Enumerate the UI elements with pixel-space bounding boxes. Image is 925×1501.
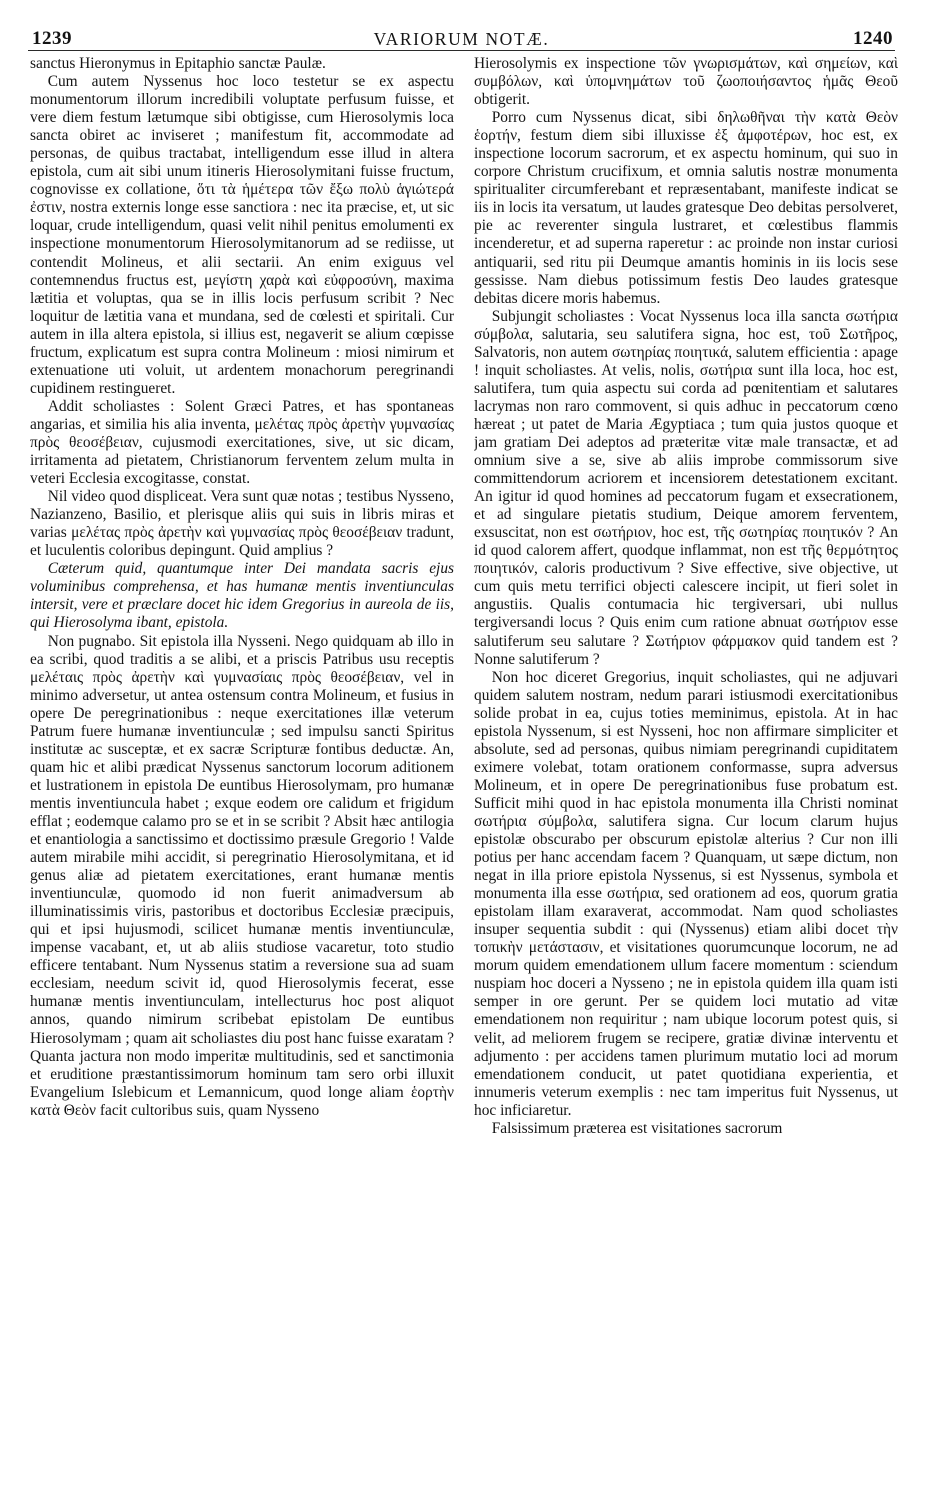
paragraph: Subjungit scholiastes : Vocat Nyssenus loca illa sancta σωτήρια σύμβολα, salutaria, seu salutifera signa, hoc est, τοῦ Σωτῆρος, Salvatoris, non autem σωτηρίας ποιητικά, salutem efficientia : apage ! inquit scholiastes. At velis, nolis, σωτήρια sunt illa loca, hoc est, salutifera, tum quia aspectu sui corda ad pœnitentiam et salutares lacrymas non raro commovent, si quis adhuc in peccatorum cœno hæreat ; ut patet de Maria Ægyptiaca ; tum quia justos quoque et jam gratiam Dei adeptos ad præteritæ vitæ male transactæ, et ad omnium sive a se, sive ab aliis improbe commissorum sive committendorum acriorem et incensiorem detestationem excitant. An igitur id quod homines ad peccatorum fugam et exsecrationem, et ad singulare pietatis studium, Deique amorem ferventem, exsuscitat, non est σωτήριον, hoc est, τῆς σωτηρίας ποιητικόν ? An id quod calorem affert, quodque inflammat, non est τῆς θερμότητος ποιητικόν, caloris productivum ? Sive effective, sive objective, ut cum quis metu terrifici objecti calescere incipit, ut fieri solet in angustiis. Qualis contumacia hic tergiversari, ubi nullus tergiversandi locus ? Quis enim cum ratione abnuat σωτήριον esse salutiferum seu salutare ? Σωτήριον φάρμακον quid tandem est ? Nonne salutiferum ? bbox=[474, 307, 898, 668]
paragraph: Non hoc diceret Gregorius, inquit scholiastes, qui ne adjuvari quidem salutem nostram, nedum parari istiusmodi exercitationibus solide probat in ea, cujus toties meminimus, epistola. At in hac epistola Nyssenum, si est Nysseni, hoc non affirmare simpliciter et absolute, sed ad personas, quibus nimiam peregrinandi cupiditatem eximere volebat, totam orationem conformasse, supra adversus Molineum, et in opere De peregrinationibus fuse probatum est. Sufficit mihi quod in hac epistola monumenta illa Christi nominat σωτήρια σύμβολα, salutifera signa. Cur locum clarum hujus epistolæ obscurabo per obscurum epistolæ alterius ? Cur non illi potius per hanc accendam facem ? Quanquam, ut sæpe dictum, non negat in illa priore epistola Nyssenus, si est Nyssenus, symbola et monumenta illa esse σωτήρια, sed orationem ad eos, quorum gratia epistolam illam exaraverat, accommodat. Nam quod scholiastes insuper sequentia subdit : qui (Nyssenus) etiam alibi docet τὴν τοπικὴν μετάστασιν, et visitationes quorumcunque locorum, ne ad morum quidem emendationem ullum facere momentum : sciendum nuspiam hoc doceri a Nysseno ; ne in epistola quidem illa quam isti semper in ore gerunt. Per se quidem loci mutatio ad vitæ emendationem non requiritur ; nam ubique locorum potest quis, si velit, ad meliorem frugem se recipere, gratiæ divinæ interventu et adjumento : per accidens tamen plurimum mutatio loci ad morum emendationem conducit, ut patet quotidiana experientia, et innumeris veterum exemplis : nec tam imperitus fuit Nyssenus, ut hoc inficiaretur. bbox=[474, 668, 898, 1119]
paragraph: sanctus Hieronymus in Epitaphio sanctæ Paulæ. bbox=[30, 55, 326, 72]
paragraph: Porro cum Nyssenus dicat, sibi δηλωθῆναι τὴν κατὰ Θεὸν ἑορτήν, festum diem sibi illuxisse ἐξ ἀμφοτέρων, hoc est, ex inspectione locorum sacrorum, et ex aspectu hominum, qui suo in corpore Christum crucifixum, et omnia salutis nostræ monumenta spiritualiter circumferebant et repræsentabant, manifeste indicat se iis in locis ita versatum, ut laudes gratesque Deo debitas persolveret, pie ac reverenter singula lustraret, et cœlestibus flammis incenderetur, et ad superna raperetur : ac proinde non instar curiosi antiquarii, sed ritu pii Deumque amantis hominis in iis locis sese gessisse. Nam diebus potissimum festis Deo laudes gratesque debitas dicere moris habemus. bbox=[474, 109, 898, 307]
right-column bbox=[474, 55, 898, 1495]
paragraph: Non pugnabo. Sit epistola illa Nysseni. Nego quidquam ab illo in ea scribi, quod traditis a se alibi, et a priscis Patribus usu receptis μελέταις πρὸς ἀρετὴν καὶ γυμνασίαις πρὸς θεοσέβειαν, vel in minimo adversetur, ut antea ostensum contra Molineum, et fusius in opere De peregrinationibus : neque exercitationes illæ veterum Patrum fuere humanæ inventiunculæ ; sed impulsu sancti Spiritus institutæ ac susceptæ, et ex sacræ Scripturæ fontibus deductæ. An, quam hic et alibi prædicat Nyssenus sanctorum locorum aditionem et lustrationem in epistola De euntibus Hierosolymam, pro humanæ mentis inventiuncula habet ; exque eodem ore calidum et frigidum efflat ; eodemque calamo pro se et in se scribit ? Absit hæc antilogia et enantiologia a sanctissimo et doctissimo præsule Gregorio ! Valde autem mirabile mihi accidit, si peregrinatio Hierosolymitana, et id genus aliæ ad pietatem exercitationes, erant humanæ mentis inventiunculæ, quomodo id non fuerit animadversum ab illuminatissimis viris, pastoribus et doctoribus Ecclesiæ præcipuis, qui et ipsi hujusmodi, scilicet humanæ mentis inventiunculæ, impense vacabant, et, ut ab aliis studiose vacaretur, toto studio efficere tentabant. Num Nyssenus statim a reversione sua ad suam ecclesiam, needum scivit id, quod Hierosolymis fecerat, esse humanæ mentis inventiunculam, intellecturus hoc post aliquot annos, quando nimirum scribebat epistolam De euntibus Hierosolymam ; quam ait scholiastes diu post hanc fuisse exaratam ? Quanta jactura non modo imperitæ multitudinis, sed et sanctimonia et eruditione præstantissimorum hominum tam sero orbi illuxit Evangelium Islebicum et Lemannicum, quod longe aliam ἑορτὴν κατὰ Θεὸν facit cultoribus suis, quam Nysseno bbox=[30, 632, 454, 1119]
quoted-paragraph: Cæterum quid, quantumque inter Dei mandata sacris ejus voluminibus comprehensa, et has humanæ mentis inventiunculas intersit, vere et præclare docet hic idem Gregorius in aureola de iis, qui Hierosolyma ibant, epistola. bbox=[30, 560, 454, 632]
page-number-left: 1239 bbox=[32, 28, 72, 49]
paragraph: Hierosolymis ex inspectione τῶν γνωρισμάτων, καὶ σημείων, καὶ συμβόλων, καὶ ὑπομνημάτων τοῦ ζωοποιήσαντος ἡμᾶς Θεοῦ obtigerit. bbox=[474, 55, 898, 109]
paragraph: Addit scholiastes : Solent Græci Patres, et has spontaneas angarias, et similia his alia inventa, μελέτας πρὸς ἀρετὴν γυμνασίας πρὸς θεοσέβειαν, cujusmodi exercitationes, sive, ut sic dicam, irritamenta ad pietatem, Christianorum ferventem zelum multa in veteri Ecclesia excogitasse, constat. bbox=[30, 397, 454, 488]
running-header bbox=[28, 6, 895, 51]
paragraph: Falsissimum præterea est visitationes sacrorum bbox=[491, 1119, 783, 1137]
paragraph: Nil video quod displiceat. Vera sunt quæ notas ; testibus Nysseno, Nazianzeno, Basilio, et plerisque aliis qui suis in libris miras et varias μελέτας πρὸς ἀρετὴν καὶ γυμνασίας πρὸς θεοσέβειαν tradunt, et luculentis coloribus depingunt. Quid amplius ? bbox=[30, 488, 454, 560]
paragraph: Cum autem Nyssenus hoc loco testetur se ex aspectu monumentorum illorum incredibili voluptate perfusum fuisse, et vere diem festum lætumque sibi obtigisse, cum Hierosolymis loca sancta obiret ac inviseret ; manifestum fit, accommodate ad personas, de quibus tractabat, intelligendum esse illud in altera epistola, cum ait sibi unum itineris Hierosolymitani fuisse fructum, cognovisse ex collatione, ὅτι τὰ ἡμέτερα τῶν ἔξω πολὺ ἁγιώτερά ἐστιν, nostra externis longe esse sanctiora : nec ita præcise, et, ut sic loquar, crude intelligendum, quasi velit nihil penitus emolumenti ex inspectione monumentorum Hierosolymitanorum ad se rediisse, ut contendit Molineus, et alii sectarii. An enim exiguus vel contemnendus fructus est, μεγίστη χαρὰ καὶ εὐφροσύνη, maxima lætitia et voluptas, qua se in illis locis perfusum scribit ? Nec loquitur de lætitia vana et mundana, sed de cœlesti et spiritali. Cur autem in illa altera epistola, si illius est, negaverit se alium cœpisse fructum, explicatum est supra contra Molineum : miosi nimirum et extenuatione uti voluit, ut ardentem monachorum peregrinandi cupidinem restingueret. bbox=[30, 73, 454, 397]
running-title: VARIORUM NOTÆ. bbox=[373, 29, 550, 49]
page-number-right: 1240 bbox=[853, 28, 893, 49]
left-column bbox=[30, 55, 454, 1495]
